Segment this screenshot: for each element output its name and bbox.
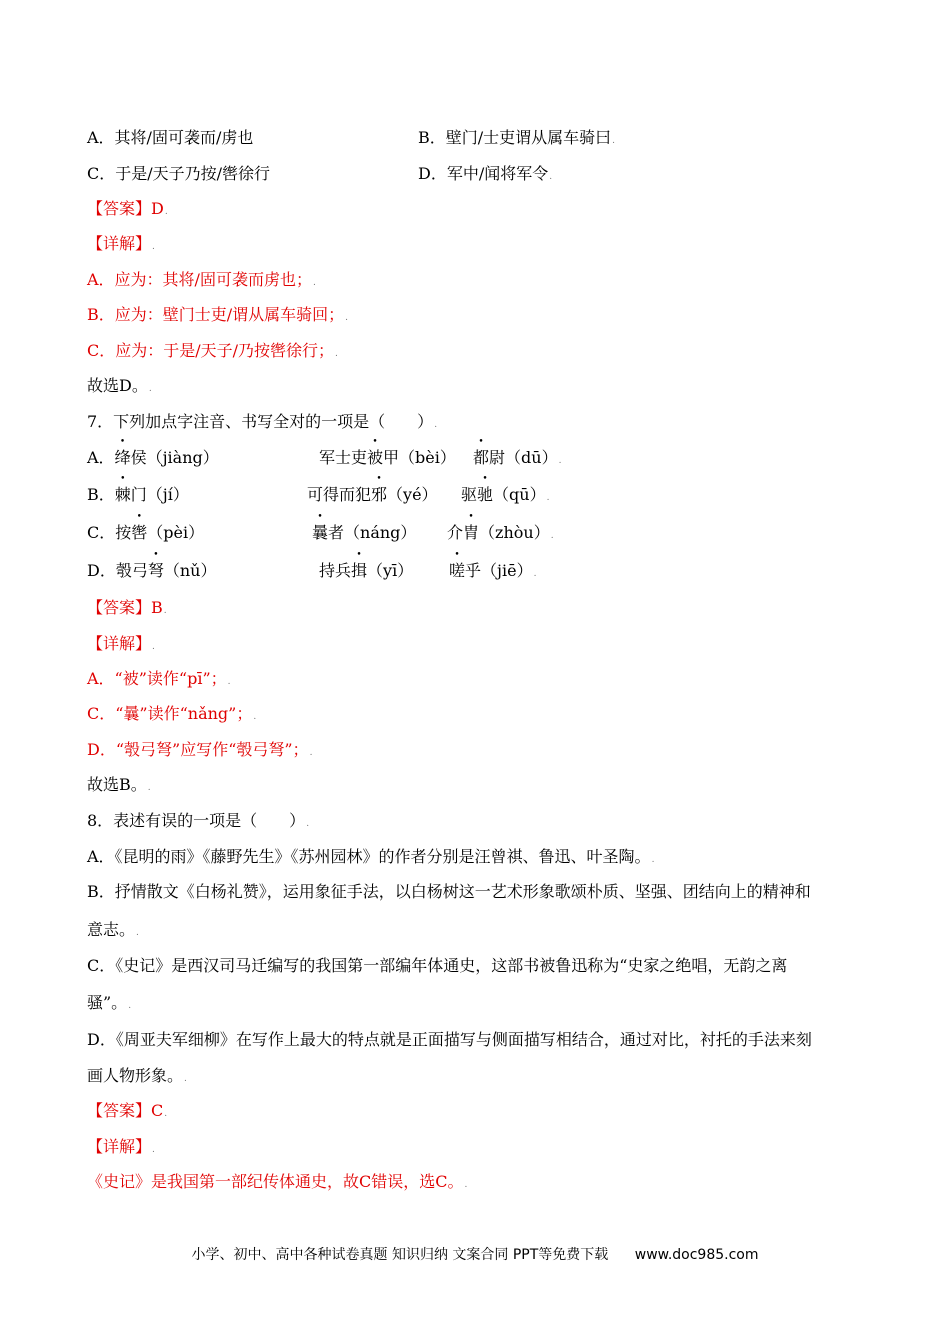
q6-explanation-b-text: B．应为：壁门士吏/谓从属车骑回；	[87, 305, 345, 324]
q6-answer-text: 【答案】D	[87, 199, 164, 218]
q7-explanation-a-text: A．“被”读作“pī”；	[87, 669, 227, 688]
q7-option-c: C．按辔（pèi） 曩者（náng） 介胄（zhòu）.	[87, 523, 554, 542]
q8-option-b-line2: 意志。.	[87, 920, 139, 939]
q7-c-dotted-3: 胄	[463, 523, 480, 542]
q7-a-dotted-1: 绛	[114, 448, 131, 467]
q7-d-prefix: D．彀弓	[87, 561, 148, 580]
q8-option-d-text-2: 画人物形象。	[87, 1066, 184, 1085]
q8-explanation: 《史记》是我国第一部纪传体通史，故C错误，选C。.	[87, 1172, 468, 1191]
q7-option-d: D．彀弓弩（nǔ） 持兵揖（yī） 嗟乎（jiē）.	[87, 561, 537, 580]
q7-c-dotted-1: 辔	[131, 523, 148, 542]
q7-explanation-c: C．“曩”读作“nǎng”；.	[87, 704, 257, 723]
q8-option-c-text-1: C．《史记》是西汉司马迁编写的我国第一部编年体通史，这部书被鲁迅称为“史家之绝唱，无韵之离	[87, 956, 788, 975]
q8-option-a: A．《昆明的雨》《藤野先生》《苏州园林》的作者分别是汪曾祺、鲁迅、叶圣陶。.	[87, 847, 655, 866]
q6-conclusion: 故选D。.	[87, 376, 152, 395]
q8-option-d-line1	[87, 1030, 812, 1050]
q7-c-pre-3: 介	[447, 523, 464, 542]
q6-option-a	[87, 128, 253, 148]
q8-answer: 【答案】C.	[87, 1101, 168, 1120]
q8-detail-label: 【详解】.	[87, 1137, 155, 1156]
q8-question: 8．表述有误的一项是（ ）.	[87, 811, 310, 830]
q7-b-rest-1: 门（jí）	[130, 485, 189, 504]
q6-detail-label-text: 【详解】	[87, 234, 152, 253]
q8-option-c-text-2: 骚”。	[87, 993, 128, 1012]
q8-option-b-text-1: B．抒情散文《白杨礼赞》，运用象征手法，以白杨树这一艺术形象歌颂朴质、坚强、团结向上的精神和	[87, 882, 811, 901]
q7-d-rest-2: （yī）	[367, 561, 414, 580]
page-footer	[0, 1244, 950, 1264]
q7-d-dotted-2: 揖	[351, 561, 368, 580]
q7-a-rest-3: 尉（dū）	[489, 448, 558, 467]
q7-b-rest-2: （yé）	[387, 485, 438, 504]
q8-option-c-line1	[87, 956, 787, 976]
q6-explanation-c-text: C．应为：于是/天子/乃按辔徐行；	[87, 341, 335, 360]
q7-d-pre-2: 持兵	[319, 561, 352, 580]
q7-question: 7．下列加点字注音、书写全对的一项是（ ）.	[87, 412, 438, 431]
q7-explanation-c-text: C．“曩”读作“nǎng”；	[87, 704, 253, 723]
q7-c-rest-3: （zhòu）	[479, 523, 550, 542]
q7-d-dotted-1: 弩	[147, 561, 164, 580]
q7-explanation-d: D．“彀弓弩”应写作“彀弓弩”；.	[87, 740, 313, 759]
q6-explanation-a-text: A．应为：其将/固可袭而虏也；	[87, 270, 312, 289]
q7-conclusion-text: 故选B。	[87, 775, 147, 794]
q7-explanation-a: A．“被”读作“pī”；.	[87, 669, 231, 688]
q6-option-a-text: A．其将/固可袭而/虏也	[87, 128, 254, 147]
q7-c-rest-1: （pèi）	[147, 523, 205, 542]
q6-conclusion-text: 故选D。	[87, 376, 148, 395]
q7-question-text: 7．下列加点字注音、书写全对的一项是（ ）	[87, 412, 434, 431]
q7-conclusion: 故选B。.	[87, 775, 151, 794]
q6-option-b-text: B．壁门/士吏谓从属车骑曰	[418, 128, 612, 147]
q8-option-c-line2: 骚”。.	[87, 993, 132, 1012]
q7-b-pre-2: 可得而犯	[307, 485, 372, 504]
q6-option-c	[87, 164, 270, 184]
q7-answer-text: 【答案】B	[87, 598, 163, 617]
q7-detail-label: 【详解】.	[87, 634, 155, 653]
q7-option-a: A．绛侯（jiàng） 军士吏被甲（bèi） 都尉（dū）.	[87, 448, 562, 467]
q7-b-rest-3: （qū）	[493, 485, 546, 504]
q7-b-prefix: B．	[87, 485, 115, 504]
q6-explanation-b: B．应为：壁门士吏/谓从属车骑回；.	[87, 305, 349, 324]
q7-a-dotted-2: 被	[367, 448, 384, 467]
q6-explanation-a: A．应为：其将/固可袭而虏也；.	[87, 270, 316, 289]
q8-question-text: 8．表述有误的一项是（ ）	[87, 811, 306, 830]
q7-option-b: B．棘门（jí） 可得而犯邪（yé） 驱驰（qū）.	[87, 485, 550, 504]
q8-answer-text: 【答案】C	[87, 1101, 164, 1120]
q7-b-dotted-2: 邪	[371, 485, 388, 504]
q7-a-rest-2: 甲（bèi）	[383, 448, 456, 467]
q8-detail-label-text: 【详解】	[87, 1137, 152, 1156]
q7-c-prefix: C．按	[87, 523, 132, 542]
footer-text: 小学、初中、高中各种试卷真题 知识归纳 文案合同 PPT等免费下载	[191, 1247, 609, 1263]
q7-a-dotted-3: 都	[473, 448, 490, 467]
q7-d-dotted-3: 嗟	[449, 561, 466, 580]
q6-explanation-c: C．应为：于是/天子/乃按辔徐行；.	[87, 341, 338, 360]
q8-explanation-text: 《史记》是我国第一部纪传体通史，故C错误，选C。	[87, 1172, 464, 1191]
q8-option-b-text-2: 意志。	[87, 920, 136, 939]
q7-d-rest-3: 乎（jiē）	[465, 561, 533, 580]
q7-b-dotted-1: 棘	[114, 485, 131, 504]
q7-c-rest-2: 者（náng）	[328, 523, 417, 542]
q7-b-dotted-3: 驰	[477, 485, 494, 504]
q7-detail-label-text: 【详解】	[87, 634, 152, 653]
q7-d-rest-1: （nǔ）	[163, 561, 217, 580]
q8-option-a-text: A．《昆明的雨》《藤野先生》《苏州园林》的作者分别是汪曾祺、鲁迅、叶圣陶。	[87, 847, 651, 866]
q6-detail-label: 【详解】.	[87, 234, 155, 253]
q7-a-prefix: A．	[87, 448, 115, 467]
footer-url[interactable]: www.doc985.com	[634, 1247, 759, 1263]
q7-answer: 【答案】B.	[87, 598, 167, 617]
q6-option-c-text: C．于是/天子乃按/辔徐行	[87, 164, 271, 183]
q7-a-rest-1: 侯（jiàng）	[130, 448, 219, 467]
q7-b-pre-3: 驱	[461, 485, 478, 504]
q6-answer: 【答案】D.	[87, 199, 168, 218]
q7-c-dotted-2: 曩	[312, 523, 329, 542]
q7-a-pre-2: 军士吏	[319, 448, 368, 467]
q8-option-d-line2: 画人物形象。.	[87, 1066, 187, 1085]
q7-explanation-d-text: D．“彀弓弩”应写作“彀弓弩”；	[87, 740, 309, 759]
q6-option-b: B．壁门/士吏谓从属车骑曰.	[418, 128, 616, 147]
q6-option-d: D．军中/闻将军令.	[418, 164, 553, 183]
q8-option-b-line1	[87, 882, 811, 902]
q8-option-d-text-1: D．《周亚夫军细柳》在写作上最大的特点就是正面描写与侧面描写相结合，通过对比，衬托的手法来刻	[87, 1030, 812, 1049]
q6-option-d-text: D．军中/闻将军令	[418, 164, 549, 183]
